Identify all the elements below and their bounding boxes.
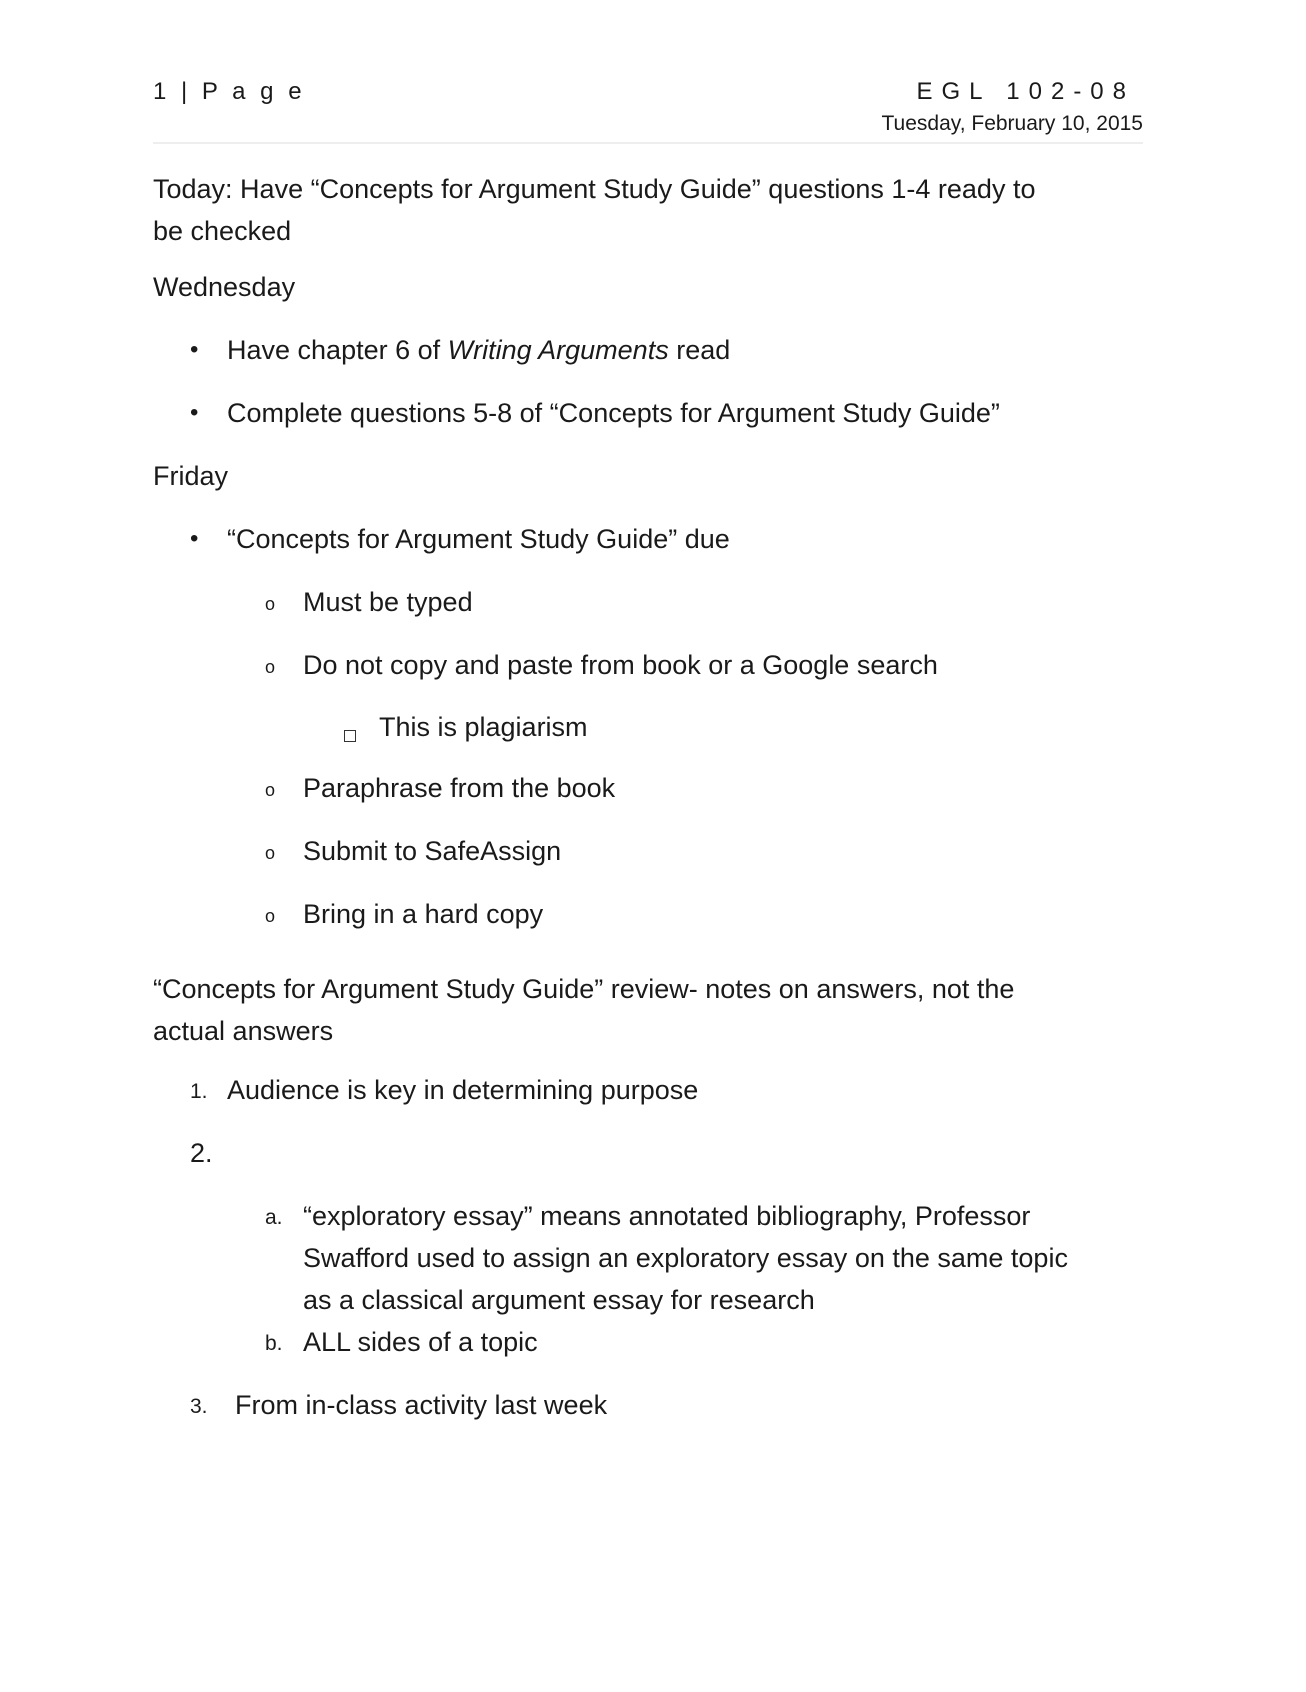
friday-sub-item: Paraphrase from the book <box>303 773 616 803</box>
header-date: Tuesday, February 10, 2015 <box>881 112 1143 135</box>
number-marker: 1. <box>190 1080 208 1103</box>
friday-sub-item: Bring in a hard copy <box>303 899 544 929</box>
wednesday-item-1 <box>227 329 730 371</box>
number-marker: 3. <box>190 1395 208 1418</box>
review-sub-item-b: ALL sides of a topic <box>303 1327 538 1357</box>
review-sub-item-a-line-2: Swafford used to assign an exploratory essay on the same topic <box>303 1243 1068 1273</box>
friday-sub-item: Must be typed <box>303 587 473 617</box>
wednesday-item-2: Complete questions 5-8 of “Concepts for Argument Study Guide” <box>227 398 1000 428</box>
review-item-3: From in-class activity last week <box>235 1390 608 1420</box>
page-number: 1 | P a g e <box>153 78 306 105</box>
friday-sub-item: Do not copy and paste from book or a Google search <box>303 650 938 680</box>
friday-main-item: “Concepts for Argument Study Guide” due <box>227 524 730 554</box>
course-code: EGL 102-08 <box>916 78 1135 105</box>
wednesday-item-1-pre: Have chapter 6 of <box>227 335 448 365</box>
book-title: Writing Arguments <box>447 335 669 365</box>
page-header <box>153 72 1143 144</box>
review-line-1: “Concepts for Argument Study Guide” review- notes on answers, not the <box>153 974 1015 1004</box>
review-intro <box>153 968 1143 1052</box>
circle-marker: o <box>265 657 276 677</box>
bullet-marker: • <box>190 399 199 426</box>
friday-heading: Friday <box>153 461 229 491</box>
circle-marker: o <box>265 594 276 614</box>
circle-marker: o <box>265 906 276 926</box>
bullet-marker: • <box>190 525 199 552</box>
review-item-1: Audience is key in determining purpose <box>227 1075 699 1105</box>
friday-sub-sub-item: This is plagiarism <box>379 712 588 742</box>
letter-marker: b. <box>265 1332 283 1355</box>
number-marker: 2. <box>190 1138 213 1168</box>
today-note <box>153 168 1143 252</box>
square-marker <box>344 730 356 742</box>
today-line-1: Today: Have “Concepts for Argument Study Guide” questions 1-4 ready to <box>153 174 1036 204</box>
wednesday-heading: Wednesday <box>153 272 296 302</box>
review-sub-item-a-line-3: as a classical argument essay for research <box>303 1285 815 1315</box>
wednesday-item-1-post: read <box>668 335 731 365</box>
letter-marker: a. <box>265 1206 283 1229</box>
friday-sub-item: Submit to SafeAssign <box>303 836 562 866</box>
circle-marker: o <box>265 843 276 863</box>
today-line-2: be checked <box>153 216 292 246</box>
review-sub-item-a <box>303 1195 1068 1321</box>
bullet-marker: • <box>190 336 199 363</box>
review-sub-item-a-line-1: “exploratory essay” means annotated bibliography, Professor <box>303 1201 1031 1231</box>
review-line-2: actual answers <box>153 1016 334 1046</box>
circle-marker: o <box>265 780 276 800</box>
